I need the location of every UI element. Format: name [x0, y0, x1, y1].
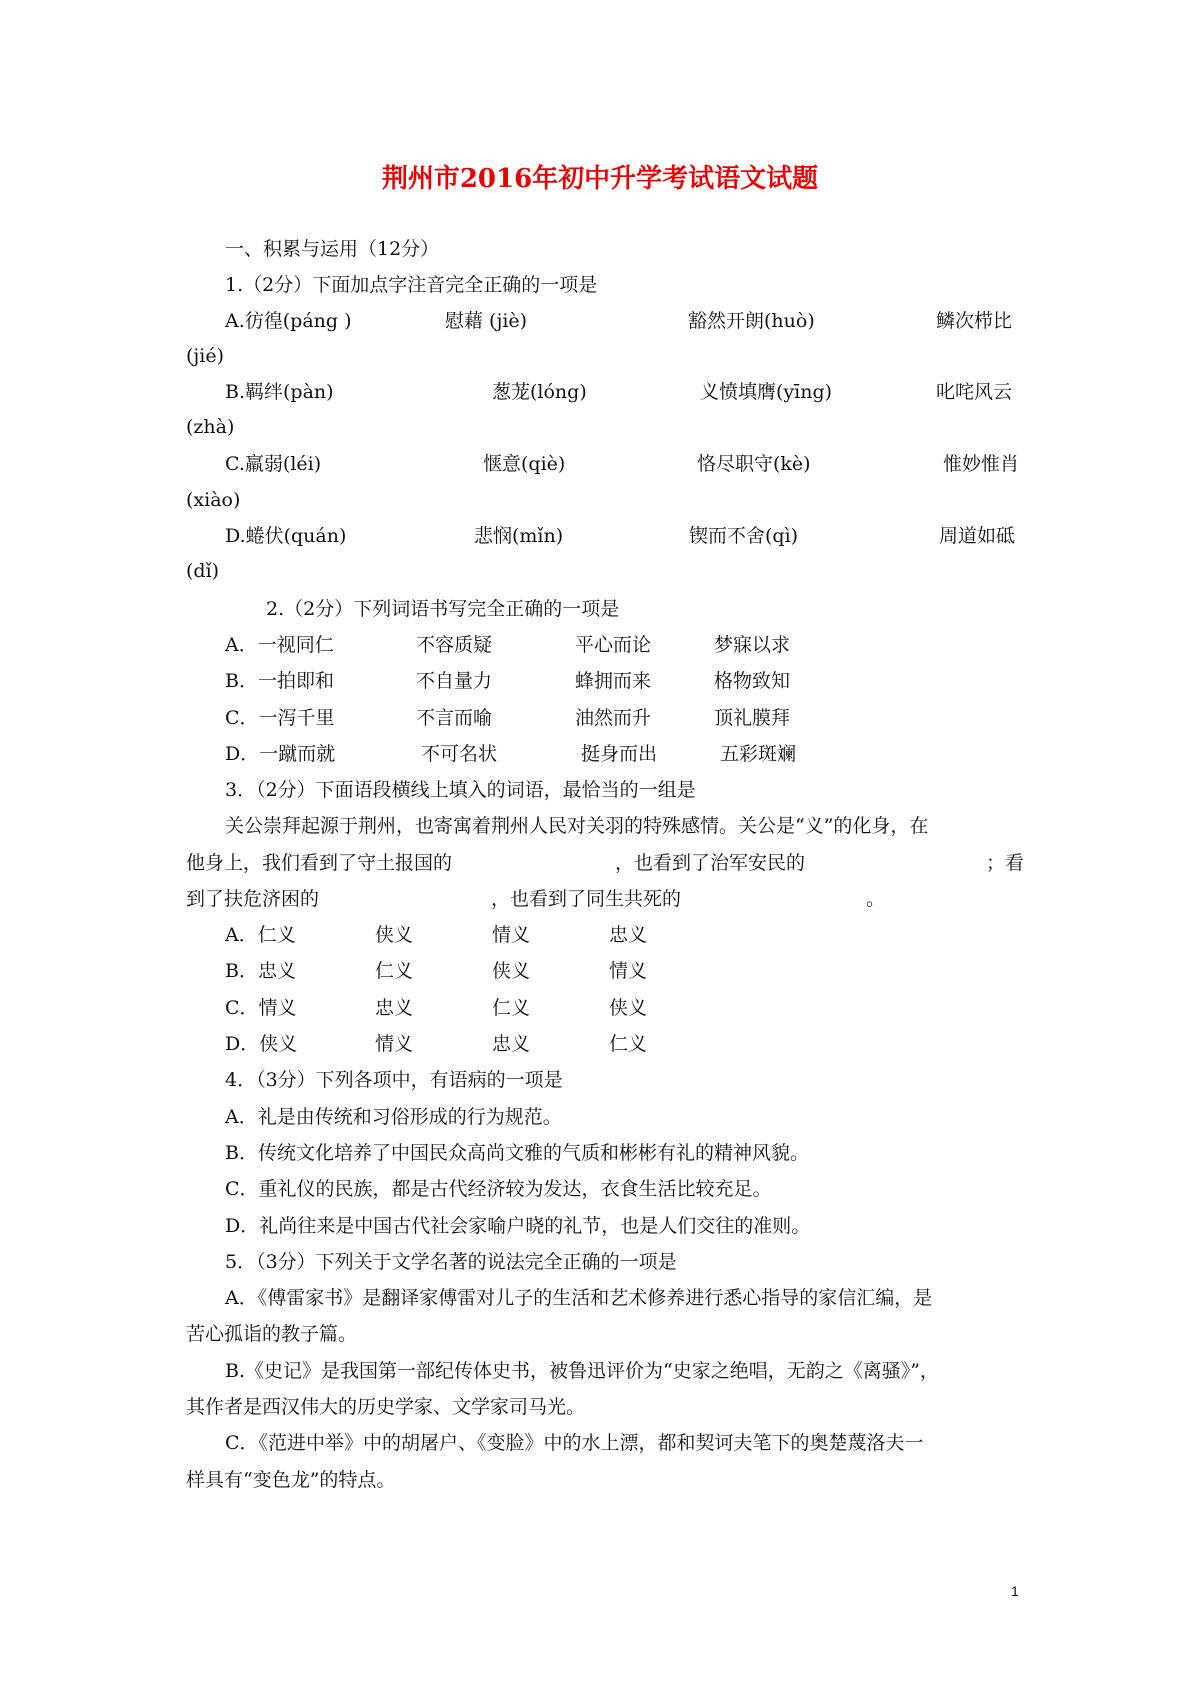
q4-option: D．礼尚往来是中国古代社会家喻户晓的礼节，也是人们交往的准则。	[225, 1215, 811, 1237]
q4-option: B．传统文化培养了中国民众高尚文雅的气质和彬彬有礼的精神风貌。	[225, 1142, 809, 1164]
q2-option-item: 格物致知	[714, 670, 791, 692]
q3-paragraph-line: 他身上，我们看到了守土报国的	[186, 852, 453, 874]
q1-option-b-item: 义愤填膺(yīng)	[700, 381, 833, 403]
q5-option-c-line: C．《范进中举》中的胡屠户、《变脸》中的水上漂，都和契诃夫笔下的奥楚蔑洛夫一	[225, 1432, 924, 1454]
q3-paragraph-line: ，也看到了同生共死的	[491, 888, 682, 910]
q2-option-item: 不言而喻	[416, 707, 493, 729]
q1-option-c-wrap: (xiào)	[186, 489, 241, 511]
q3-paragraph-line: 关公崇拜起源于荆州，也寄寓着荆州人民对关羽的特殊感情。关公是“义”的化身，在	[225, 815, 929, 837]
q3-option-item: 侠义	[492, 960, 531, 982]
q3-option-item: A．仁义	[225, 924, 296, 946]
q5-option-b-line: 其作者是西汉伟大的历史学家、文学家司马光。	[186, 1396, 586, 1418]
question-1-stem: 1.（2分）下面加点字注音完全正确的一项是	[225, 274, 598, 296]
q3-option-item: 仁义	[375, 960, 414, 982]
page-number: 1	[1011, 1583, 1019, 1599]
q3-option-item: 侠义	[609, 997, 648, 1019]
q1-option-a-item: A.彷徨(páng )	[225, 310, 352, 332]
q1-option-a-wrap: (jié)	[186, 345, 225, 367]
q1-option-d-item: 锲而不舍(qì)	[689, 525, 799, 547]
q1-option-d-item: D.蜷伏(quán)	[225, 525, 347, 547]
q2-option-item: C．一泻千里	[225, 707, 335, 729]
q2-option-item: 梦寐以求	[714, 634, 791, 656]
q3-option-item: B．忠义	[225, 960, 296, 982]
q2-option-item: 不可名状	[421, 743, 498, 765]
q2-option-item: 蜂拥而来	[575, 670, 652, 692]
q3-option-item: 侠义	[375, 924, 414, 946]
q2-option-item: 五彩斑斓	[720, 743, 797, 765]
q1-option-b-item: 叱咤风云	[936, 381, 1013, 403]
q2-option-item: 平心而论	[575, 634, 652, 656]
q2-option-item: 油然而升	[575, 707, 652, 729]
q1-option-b-item: B.羁绊(pàn)	[225, 381, 334, 403]
q1-option-d-item: 悲悯(mǐn)	[474, 525, 564, 547]
q3-option-item: 忠义	[492, 1033, 531, 1055]
q3-option-item: 仁义	[492, 997, 531, 1019]
q3-paragraph-line: ；看	[986, 852, 1025, 874]
q5-option-a-line: 苦心孤诣的教子篇。	[186, 1323, 358, 1345]
q3-option-item: 忠义	[375, 997, 414, 1019]
q3-option-item: 仁义	[609, 1033, 648, 1055]
q3-option-item: 忠义	[609, 924, 648, 946]
q3-option-item: 情义	[375, 1033, 414, 1055]
q3-option-item: D．侠义	[225, 1033, 298, 1055]
q3-option-item: C．情义	[225, 997, 297, 1019]
q3-option-item: 情义	[492, 924, 531, 946]
q1-option-c-item: C.羸弱(léi)	[225, 453, 322, 475]
q1-option-a-item: 豁然开朗(huò)	[688, 310, 815, 332]
q4-option: A．礼是由传统和习俗形成的行为规范。	[225, 1106, 562, 1128]
q3-paragraph-line: 到了扶危济困的	[186, 888, 320, 910]
q2-option-item: A．一视同仁	[225, 634, 334, 656]
q1-option-b-wrap: (zhà)	[186, 416, 235, 438]
q5-option-a-line: A．《傅雷家书》是翻译家傅雷对儿子的生活和艺术修养进行悉心指导的家信汇编，是	[225, 1287, 933, 1309]
q1-option-a-item: 鳞次栉比	[936, 310, 1013, 332]
q5-option-b-line: B.《史记》是我国第一部纪传体史书，被鲁迅评价为“史家之绝唱，无韵之《离骚》”，	[225, 1360, 939, 1382]
question-5-stem: 5．（3分）下列关于文学名著的说法完全正确的一项是	[225, 1251, 677, 1273]
section-heading: 一、积累与运用（12分）	[225, 238, 440, 260]
q1-option-a-item: 慰藉 (jiè)	[445, 310, 528, 332]
q2-option-item: 不自量力	[416, 670, 493, 692]
q1-option-c-item: 惟妙惟肖	[943, 453, 1020, 475]
question-2-stem: 2.（2分）下列词语书写完全正确的一项是	[266, 598, 620, 620]
q3-paragraph-line: 。	[866, 888, 886, 910]
q4-option: C．重礼仪的民族，都是古代经济较为发达，衣食生活比较充足。	[225, 1178, 772, 1200]
q2-option-item: 挺身而出	[581, 743, 658, 765]
q3-option-item: 情义	[609, 960, 648, 982]
q2-option-item: 不容质疑	[416, 634, 493, 656]
q2-option-item: B．一拍即和	[225, 670, 334, 692]
q1-option-c-item: 惬意(qiè)	[483, 453, 566, 475]
q1-option-b-item: 葱茏(lóng)	[492, 381, 587, 403]
question-3-stem: 3．（2分）下面语段横线上填入的词语，最恰当的一组是	[225, 779, 696, 801]
q3-paragraph-line: ，也看到了治军安民的	[615, 852, 806, 874]
q1-option-d-wrap: (dǐ)	[186, 560, 220, 582]
q1-option-d-item: 周道如砥	[939, 525, 1016, 547]
q1-option-c-item: 恪尽职守(kè)	[697, 453, 811, 475]
q5-option-c-line: 样具有“变色龙”的特点。	[186, 1469, 396, 1491]
q2-option-item: D．一蹴而就	[225, 743, 336, 765]
question-4-stem: 4．（3分）下列各项中，有语病的一项是	[225, 1069, 563, 1091]
q2-option-item: 顶礼膜拜	[714, 707, 791, 729]
document-title: 荆州市2016年初中升学考试语文试题	[381, 164, 819, 194]
